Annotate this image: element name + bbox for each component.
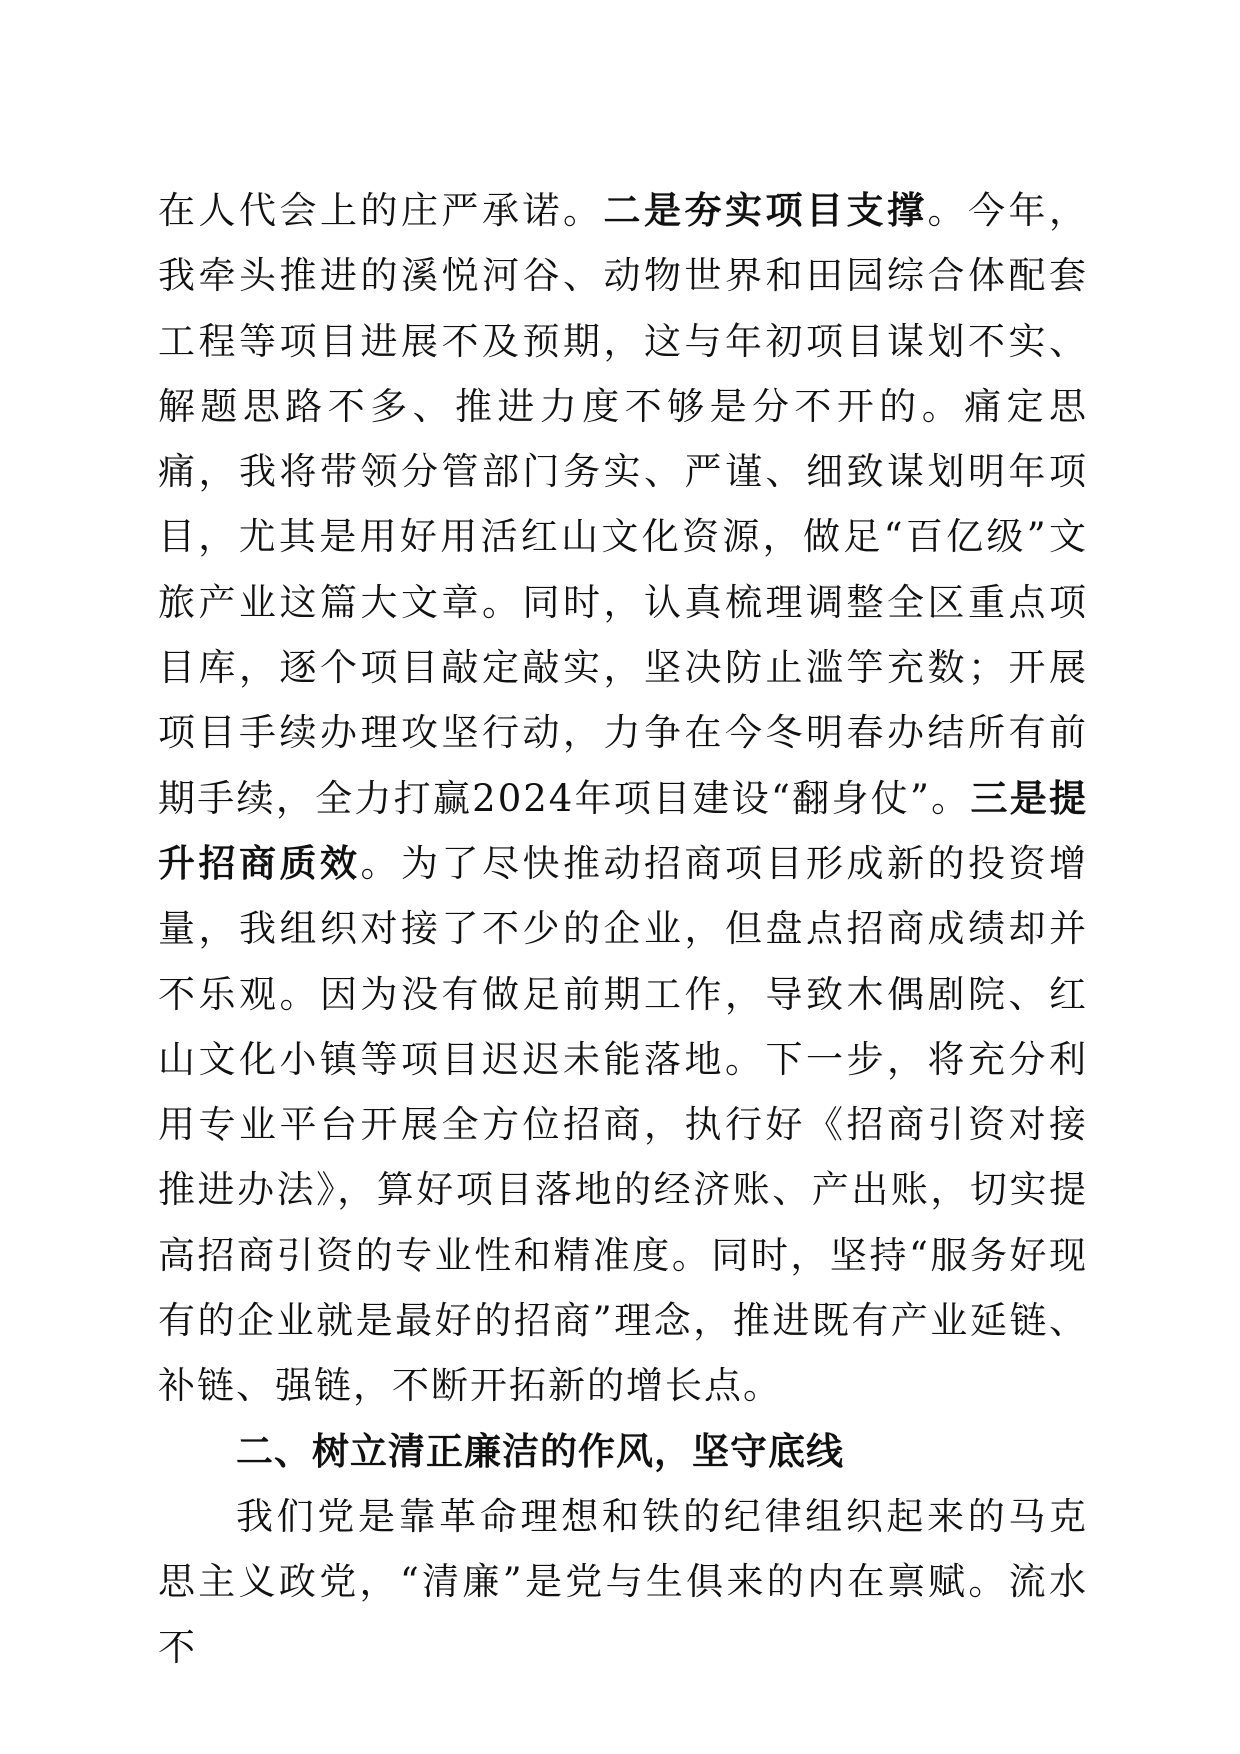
sentence-text: 在人代会上的庄严承诺。 xyxy=(158,189,604,232)
section-heading: 二、树立清正廉洁的作风，坚守底线 xyxy=(236,1429,844,1473)
paragraph-integrity: 我们党是靠革命理想和铁的纪律组织起来的马克思主义政党，“清廉”是党与生俱来的内在禀赋。流水不 xyxy=(158,1494,1088,1669)
bold-point-three: 三是提升招商质效 xyxy=(158,776,1088,885)
sentence-text: 。为了尽快推动招商项目形成新的投资增量，我组织对接了不少的企业，但盘点招商成绩却并不乐观。因为没有做足前期工作，导致木偶剧院、红山文化小镇等项目迟迟未能落地。下一步，将充分利用专业平台开展全方位招商，执行好《招商引资对接推进办法》，算好项目落地的经济账、产出账，切实提高招商引资的专业性和精准度。同时，坚持“服务好现有的企业就是最好的招商”理念，推进既有产业延链、补链、强链，不断开拓新的增长点。 xyxy=(158,841,1088,1408)
paragraph-projects-investment xyxy=(158,178,1088,1419)
sentence-text: 。今年，我牵头推进的溪悦河谷、动物世界和田园综合体配套工程等项目进展不及预期，这与年初项目谋划不实、解题思路不多、推进力度不够是分不开的。痛定思痛，我将带领分管部门务实、严谨、细致谋划明年项目，尤其是用好用活红山文化资源，做足“百亿级”文旅产业这篇大文章。同时，认真梳理调整全区重点项目库，逐个项目敲定敲实，坚决防止滥竽充数；开展项目手续办理攻坚行动，力争在今冬明春办结所有前期手续，全力打赢2024年项目建设“翻身仗”。 xyxy=(158,189,1088,820)
body-text xyxy=(158,178,1088,1680)
bold-point-two: 二是夯实项目支撑 xyxy=(603,189,928,232)
